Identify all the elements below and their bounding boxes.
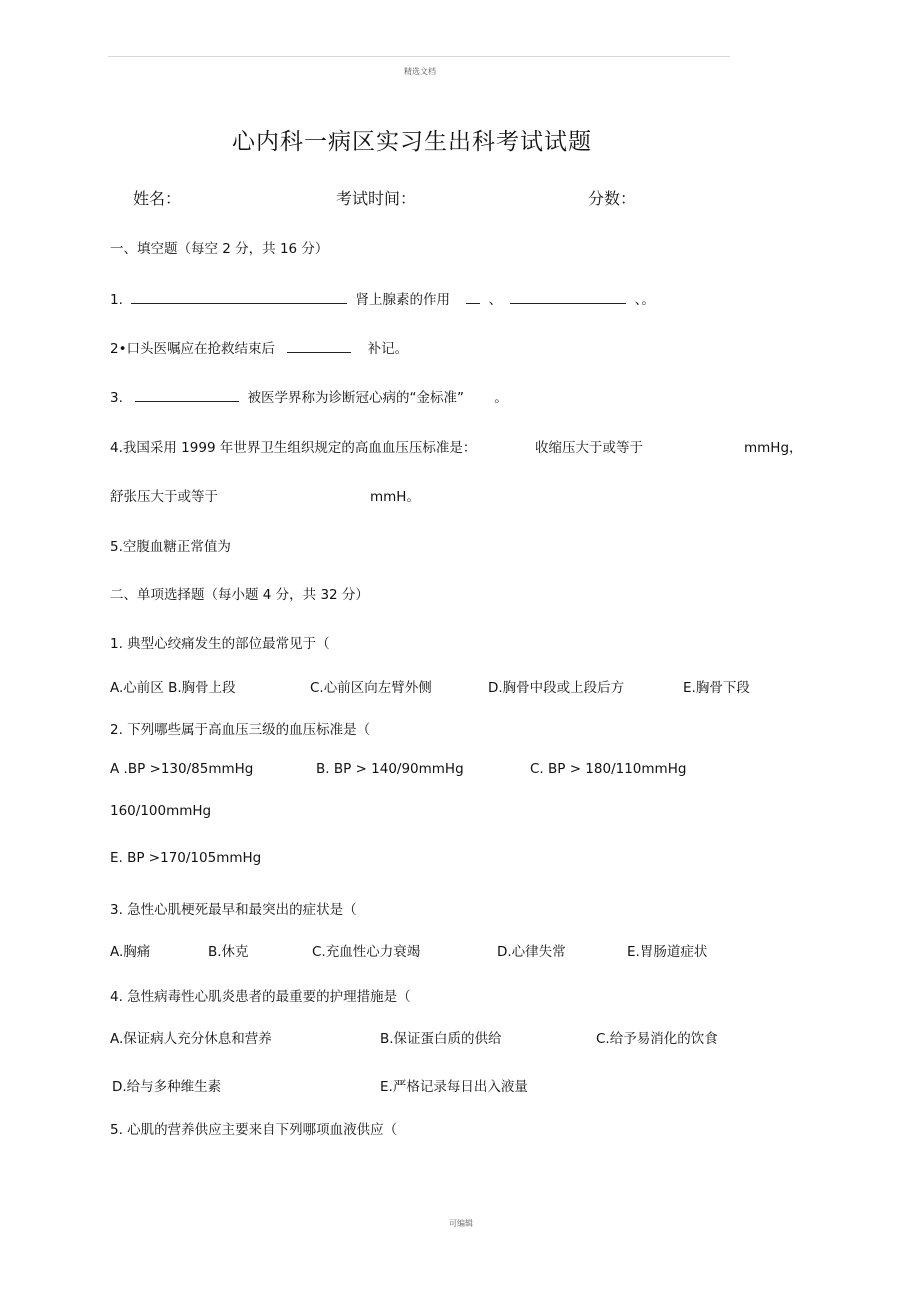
q4-text: 4.我国采用 1999 年世界卫生组织规定的高血血压压标准是： [110,440,477,456]
q1-blank-1 [131,291,347,304]
mc-q2-option-d: 160/100mmHg [110,803,212,819]
mc-q3-option-d: D.心律失常 [497,944,566,960]
fill-question-1 [110,288,655,308]
q3-text: 被医学界称为诊断冠心病的“金标准” [247,390,464,406]
mc-q3-option-b: B.休克 [208,944,249,960]
q1-blank-3 [510,291,626,304]
score-label: 分数： [588,189,637,208]
q2-text: 2•口头医嘱应在抢救结束后 [110,341,276,357]
page-header: 精选文档 [404,67,436,76]
q3-number: 3. [110,390,123,406]
name-label: 姓名： [133,189,182,208]
mc-q1-option-e: E.胸骨下段 [683,680,750,696]
mc-q4-option-d: D.给与多种维生素 [112,1079,222,1095]
mc-question-2-stem: 2. 下列哪些属于高血压三级的血压标准是（ [110,722,371,738]
mc-q3-option-c: C.充血性心力衰竭 [312,944,421,960]
q3-end: 。 [494,390,508,406]
q2-blank [287,340,351,353]
mc-q1-option-d: D.胸骨中段或上段后方 [488,680,625,696]
q4-systolic-label: 收缩压大于或等于 [535,440,643,456]
q5-text: 5.空腹血糖正常值为 [110,539,231,555]
mc-q4-option-b: B.保证蛋白质的供给 [380,1031,502,1047]
section1-heading: 一、填空题（每空 2 分，共 16 分） [110,241,329,257]
mc-q4-option-e: E.严格记录每日出入液量 [380,1079,528,1095]
mc-q1-option-ab: A.心前区 B.胸骨上段 [110,680,236,696]
fill-question-3 [110,386,508,406]
mc-question-4-stem: 4. 急性病毒性心肌炎患者的最重要的护理措施是（ [110,989,411,1005]
q4-diastolic-label: 舒张压大于或等于 [110,489,218,505]
q1-blank-2 [466,291,480,304]
mc-q2-option-a: A .BP >130/85mmHg [110,761,254,777]
q1-number: 1. [110,292,123,308]
mc-q3-option-e: E.胃肠道症状 [627,944,708,960]
fill-question-2 [110,337,408,357]
mc-question-5-stem: 5. 心肌的营养供应主要来自下列哪项血液供应（ [110,1122,398,1138]
q4-unit-1: mmHg， [744,440,803,456]
mc-q4-option-a: A.保证病人充分休息和营养 [110,1031,272,1047]
exam-time-label: 考试时间： [336,189,417,208]
mc-q2-option-c: C. BP > 180/110mmHg [530,761,687,777]
section2-heading: 二、单项选择题（每小题 4 分，共 32 分） [110,587,369,603]
mc-q3-option-a: A.胸痛 [110,944,151,960]
q3-blank [135,389,239,402]
q1-separator: 、 [488,292,503,308]
q1-text: 肾上腺素的作用 [355,292,450,308]
header-rule [108,56,730,57]
q4-unit-2: mmH。 [370,489,420,505]
q2-end: 补记。 [367,341,409,357]
mc-q4-option-c: C.给予易消化的饮食 [596,1031,718,1047]
page-title: 心内科一病区实习生出科考试试题 [232,129,592,155]
mc-question-3-stem: 3. 急性心肌梗死最早和最突出的症状是（ [110,902,357,918]
q1-end: 、。 [634,292,655,308]
page-footer: 可编辑 [449,1219,473,1228]
mc-q1-option-c: C.心前区向左臂外侧 [310,680,432,696]
mc-q2-option-e: E. BP >170/105mmHg [110,850,262,866]
mc-question-1-stem: 1. 典型心绞痛发生的部位最常见于（ [110,636,330,652]
mc-q2-option-b: B. BP > 140/90mmHg [316,761,464,777]
